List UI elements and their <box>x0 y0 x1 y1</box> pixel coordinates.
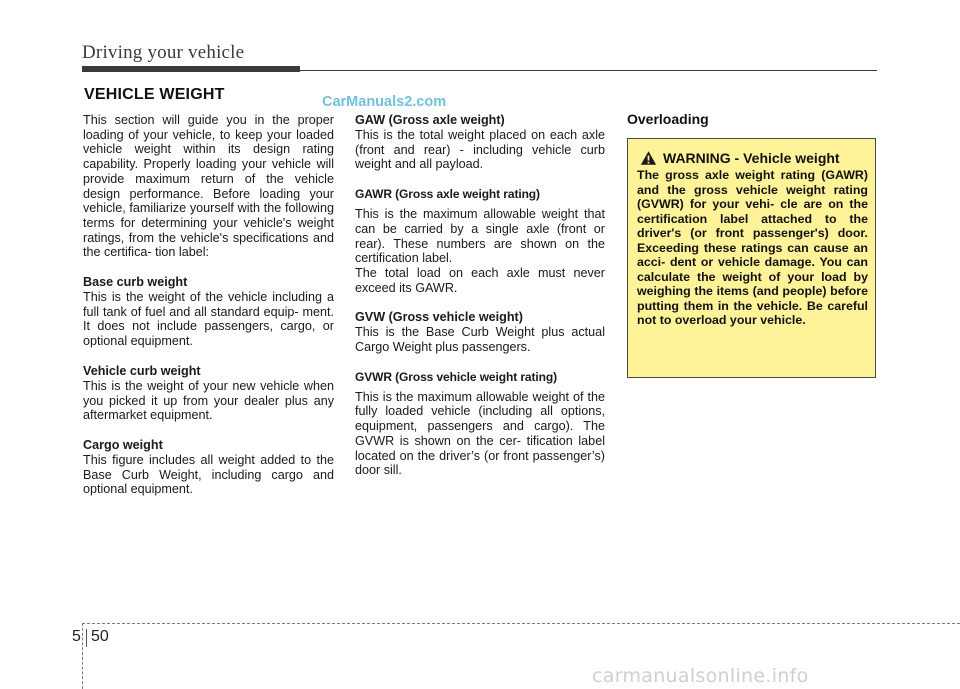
intro-paragraph: This section will guide you in the proper loading of your vehicle, to keep your loaded vehicle weight within its design rating capability. Properly loading your vehicle will provide maximum return of the vehicle design performance. Before loading your vehicle, familiarize yourself with the following terms for determining your vehicle's weight ratings, from the vehicle's specifications and the certifica- tion label: <box>83 113 334 260</box>
warning-triangle-icon <box>640 150 657 166</box>
cargo-heading: Cargo weight <box>83 437 163 452</box>
footer-rule <box>82 623 960 624</box>
base-curb-heading: Base curb weight <box>83 275 188 290</box>
cargo-text: This figure includes all weight added to the Base Curb Weight, including cargo and optional equipment. <box>83 452 334 497</box>
gaw-heading: GAW (Gross axle weight) <box>355 113 505 127</box>
watermark-top: CarManuals2.com <box>322 94 447 110</box>
gawr-text: This is the maximum allowable weight that can be carried by a single axle (front or rear). These numbers are shown on the certification label. <box>355 207 605 266</box>
section-title: VEHICLE WEIGHT <box>84 86 225 103</box>
header-rule <box>300 70 877 71</box>
gawr-heading: GAWR (Gross axle weight rating) <box>355 187 540 202</box>
column-left <box>83 113 334 497</box>
watermark-bottom: carmanualsonline.info <box>592 665 809 687</box>
warning-box <box>627 138 876 378</box>
gaw-text: This is the total weight placed on each axle (front and rear) - including vehicle curb weight and all payload. <box>355 128 605 172</box>
gvw-heading: GVW (Gross vehicle weight) <box>355 310 523 325</box>
gawr-note: The total load on each axle must never exceed its GAWR. <box>355 265 605 295</box>
header-bar <box>82 66 300 72</box>
warning-text: The gross axle weight rating (GAWR) and the gross vehicle weight rating (GVWR) for your vehi- cle are on the certification label attached to the driver's (or front passenger's) door. Exceeding these ratings can cause an acci- dent or vehicle damage. You can calculate the weight of your load by weighing the items (and people) before putting them in the vehicle. Be careful not to overload your vehicle. <box>637 168 868 327</box>
base-curb-text: This is the weight of the vehicle including a full tank of fuel and all standard equip- ment. It does not include passengers, cargo, or optional equipment. <box>83 290 334 349</box>
page-number <box>72 628 109 647</box>
gvw-text: This is the Base Curb Weight plus actual Cargo Weight plus passengers. <box>355 325 605 355</box>
page-number-value: 50 <box>91 628 109 645</box>
column-middle <box>355 113 605 478</box>
chapter-number: 5 <box>72 628 81 645</box>
warning-label: WARNING - Vehicle weight <box>663 150 840 166</box>
overloading-heading: Overloading <box>627 111 709 127</box>
gvwr-text: This is the maximum allowable weight of the fully loaded vehicle (including all options, equipment, passengers and cargo). The GVWR is shown on the cer- tification label located on the driver’s (or front passenger’s) door sill. <box>355 389 605 478</box>
page-number-divider <box>86 629 87 647</box>
vehicle-curb-text: This is the weight of your new vehicle when you picked it up from your dealer plus any aftermarket equipment. <box>83 378 334 423</box>
running-head: Driving your vehicle <box>82 42 245 63</box>
warning-header <box>640 150 840 166</box>
vehicle-curb-heading: Vehicle curb weight <box>83 363 201 378</box>
gvwr-heading: GVWR (Gross vehicle weight rating) <box>355 369 557 384</box>
